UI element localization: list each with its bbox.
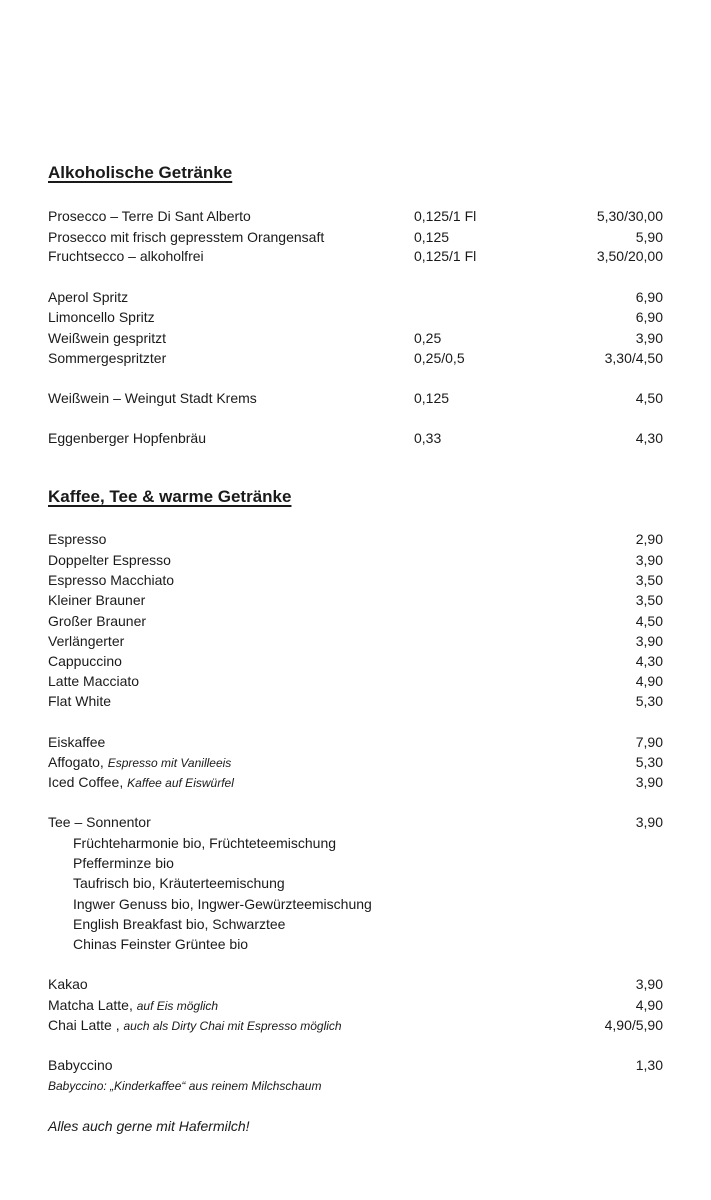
item-name-text: Chai Latte ,: [48, 1017, 120, 1033]
menu-item: [48, 631, 663, 651]
menu-item: [48, 671, 663, 691]
item-price: 4,90: [635, 673, 663, 689]
item-price: 6,90: [635, 289, 663, 305]
menu-item: [48, 328, 663, 348]
item-name: [48, 752, 231, 773]
item-price: 5,90: [635, 229, 663, 245]
item-name: Ingwer Genuss bio, Ingwer-Gewürzteemischung: [73, 896, 372, 912]
item-price: 4,90: [635, 997, 663, 1013]
menu-item: [48, 246, 663, 266]
item-note: Espresso mit Vanilleeis: [107, 756, 232, 770]
footnote-text: Babyccino: „Kinderkaffee“ aus reinem Milchschaum: [48, 1079, 322, 1093]
item-size: 0,25: [414, 330, 442, 346]
item-name: Prosecco mit frisch gepresstem Orangensaft: [48, 229, 325, 245]
menu-item: [48, 651, 663, 671]
tea-variety: [48, 894, 663, 914]
item-price: 4,30: [635, 430, 663, 446]
tea-variety: [48, 914, 663, 934]
item-name: Früchteharmonie bio, Früchteteemischung: [73, 835, 337, 851]
item-name: Taufrisch bio, Kräuterteemischung: [73, 875, 285, 891]
menu-item: [48, 974, 663, 994]
item-name: [48, 995, 218, 1016]
item-note: auch als Dirty Chai mit Espresso möglich: [123, 1019, 342, 1033]
item-size: 0,25/0,5: [414, 350, 465, 366]
item-price: 3,90: [635, 552, 663, 568]
item-price: 3,90: [635, 633, 663, 649]
item-price: 5,30/30,00: [596, 208, 663, 224]
menu-item: [48, 752, 663, 772]
item-price: 3,50/20,00: [596, 248, 663, 264]
item-name: Prosecco – Terre Di Sant Alberto: [48, 208, 251, 224]
item-name: Großer Brauner: [48, 613, 147, 629]
menu-item: [48, 691, 663, 711]
tea-variety: [48, 934, 663, 954]
item-price: 3,50: [635, 572, 663, 588]
item-size: 0,125: [414, 390, 450, 406]
menu-item: [48, 428, 663, 448]
item-price: 5,30: [635, 693, 663, 709]
item-name: Flat White: [48, 693, 112, 709]
menu-item: [48, 388, 663, 408]
item-name: Sommergespritzter: [48, 350, 167, 366]
menu-item: [48, 772, 663, 792]
item-name: English Breakfast bio, Schwarztee: [73, 916, 286, 932]
item-name: [48, 1015, 342, 1036]
item-name: Doppelter Espresso: [48, 552, 171, 568]
item-name: Aperol Spritz: [48, 289, 129, 305]
menu-item: [48, 348, 663, 368]
item-name: Kakao: [48, 976, 88, 992]
item-name: Chinas Feinster Grüntee bio: [73, 936, 249, 952]
section-heading-coffee: Kaffee, Tee & warme Getränke: [48, 487, 292, 506]
item-name: Pfefferminze bio: [73, 855, 174, 871]
item-price: 3,90: [635, 976, 663, 992]
closing-text: Alles auch gerne mit Hafermilch!: [48, 1118, 250, 1134]
item-name: Eiskaffee: [48, 734, 106, 750]
menu-item: [48, 812, 663, 832]
tea-variety: [48, 853, 663, 873]
item-price: 3,90: [635, 774, 663, 790]
item-price: 1,30: [635, 1057, 663, 1073]
item-name-text: Matcha Latte,: [48, 997, 133, 1013]
menu-item: [48, 307, 663, 327]
tea-variety: [48, 873, 663, 893]
section-heading-alcoholic: Alkoholische Getränke: [48, 163, 233, 182]
item-name: Espresso Macchiato: [48, 572, 175, 588]
babyccino-note: [48, 1076, 663, 1096]
menu-item: [48, 1055, 663, 1075]
item-size: 0,125/1 Fl: [414, 208, 477, 224]
menu-item: [48, 227, 663, 247]
item-name: Eggenberger Hopfenbräu: [48, 430, 207, 446]
item-price: 4,30: [635, 653, 663, 669]
menu-item: [48, 1015, 663, 1035]
menu-item: [48, 995, 663, 1015]
item-price: 4,90/5,90: [604, 1017, 663, 1033]
tea-variety: [48, 833, 663, 853]
menu-item: [48, 287, 663, 307]
item-name: Weißwein gespritzt: [48, 330, 167, 346]
item-name: Tee – Sonnentor: [48, 814, 151, 830]
item-name: Cappuccino: [48, 653, 122, 669]
menu-item: [48, 611, 663, 631]
item-name-text: Iced Coffee,: [48, 774, 124, 790]
item-name-text: Affogato,: [48, 754, 104, 770]
item-name: [48, 772, 234, 793]
item-note: Kaffee auf Eiswürfel: [127, 776, 234, 790]
item-price: 3,90: [635, 814, 663, 830]
item-price: 3,50: [635, 592, 663, 608]
item-name: Kleiner Brauner: [48, 592, 146, 608]
item-price: 5,30: [635, 754, 663, 770]
item-price: 6,90: [635, 309, 663, 325]
item-name: Fruchtsecco – alkoholfrei: [48, 248, 204, 264]
item-name: Limoncello Spritz: [48, 309, 155, 325]
item-price: 4,50: [635, 390, 663, 406]
closing-note: [48, 1116, 663, 1136]
item-name: Babyccino: [48, 1057, 113, 1073]
item-note: auf Eis möglich: [136, 999, 219, 1013]
item-name: Weißwein – Weingut Stadt Krems: [48, 390, 257, 406]
item-name: Latte Macciato: [48, 673, 140, 689]
menu-item: [48, 732, 663, 752]
item-size: 0,125/1 Fl: [414, 248, 477, 264]
item-name: Espresso: [48, 531, 107, 547]
item-price: 2,90: [635, 531, 663, 547]
menu-item: [48, 590, 663, 610]
item-size: 0,33: [414, 430, 442, 446]
menu-item: [48, 570, 663, 590]
item-price: 3,30/4,50: [604, 350, 663, 366]
menu-item: [48, 206, 663, 226]
item-price: 4,50: [635, 613, 663, 629]
item-name: Verlängerter: [48, 633, 125, 649]
item-size: 0,125: [414, 229, 450, 245]
menu-item: [48, 550, 663, 570]
item-price: 3,90: [635, 330, 663, 346]
item-price: 7,90: [635, 734, 663, 750]
menu-item: [48, 529, 663, 549]
